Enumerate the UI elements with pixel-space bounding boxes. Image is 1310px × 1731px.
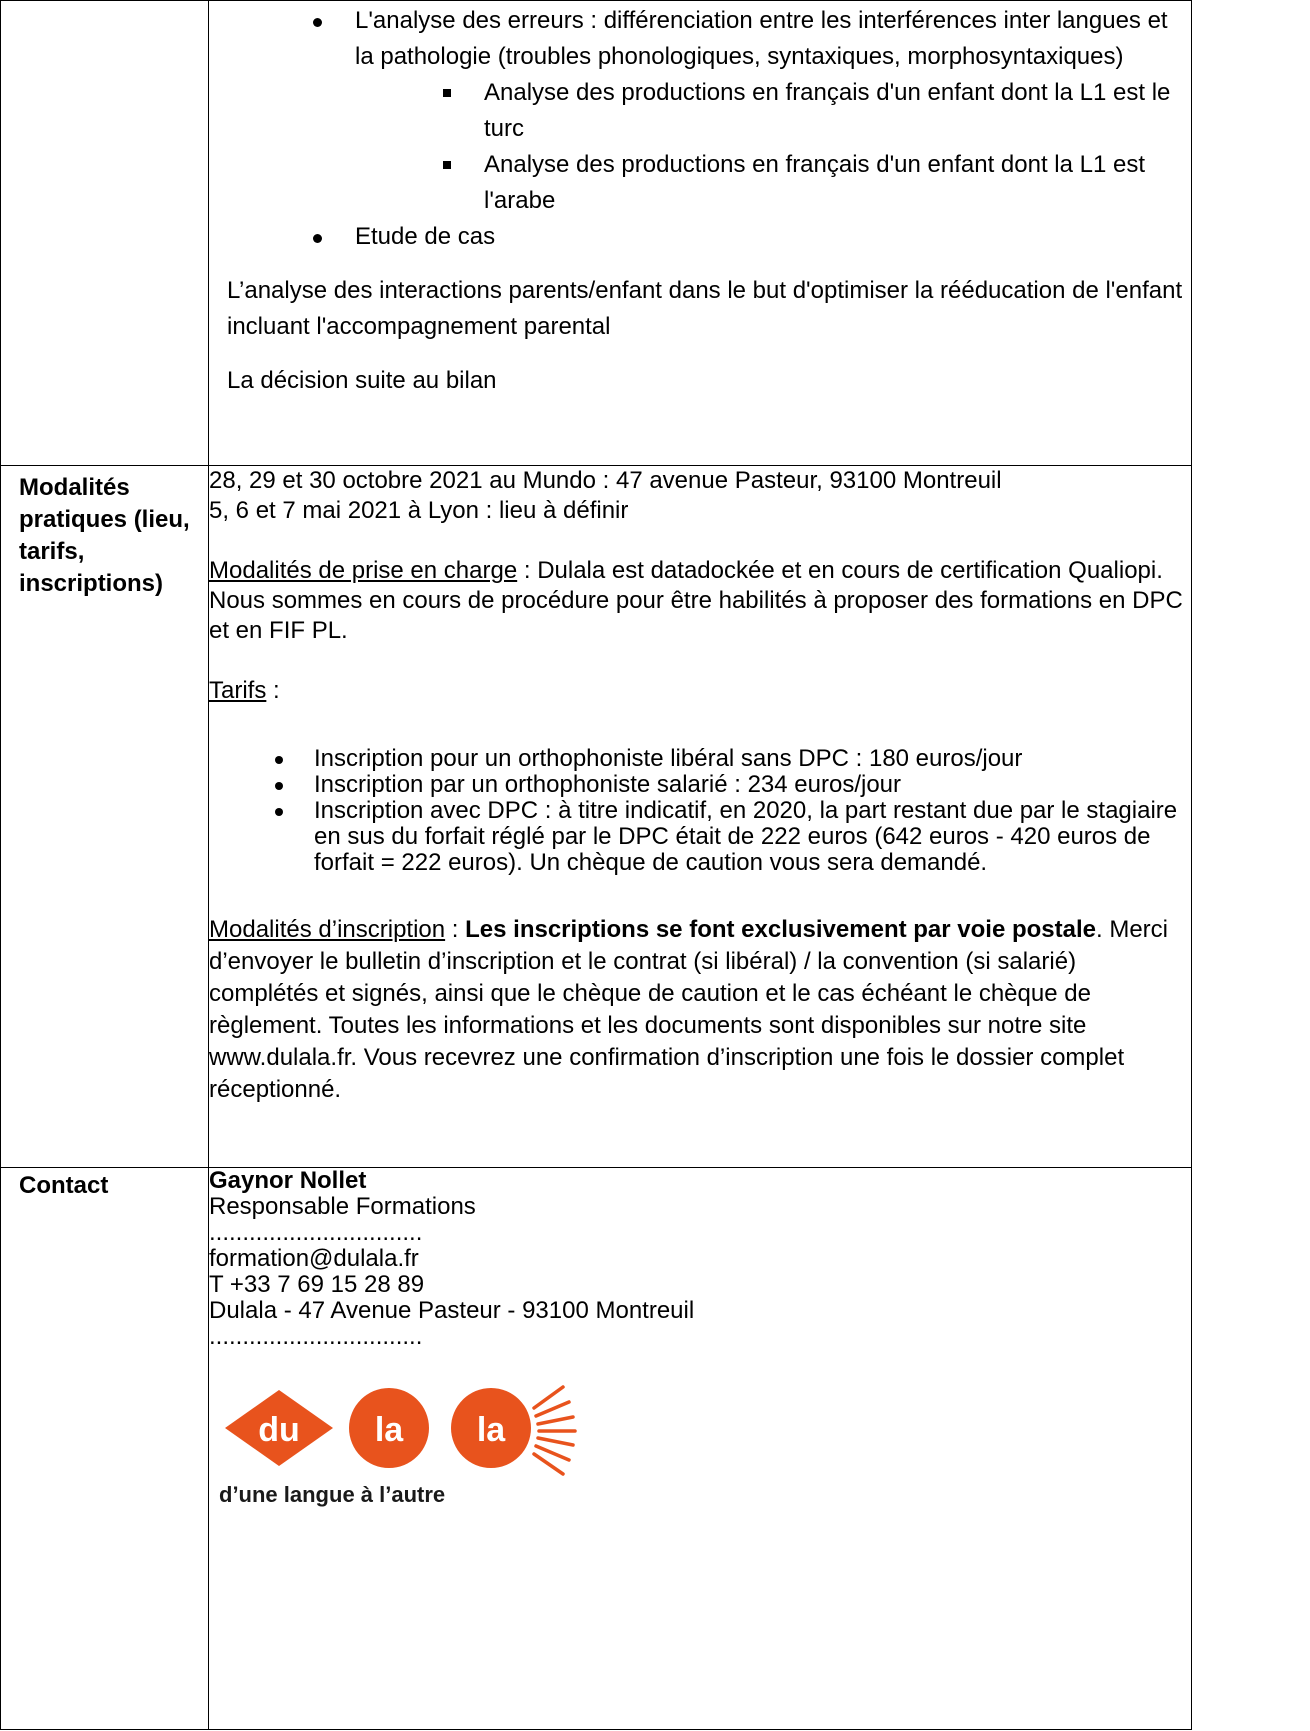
- list-item: Etude de cas: [209, 219, 1191, 255]
- list-item: Analyse des productions en français d'un enfant dont la L1 est le turc: [209, 75, 1191, 147]
- paragraph: Modalités d’inscription : Les inscriptions se font exclusivement par voie postale. Merci d’envoyer le bulletin d’inscription et le contrat (si libéral) / la convention (si salarié) complétés et signés, ainsi que le chèque de caution et le cas échéant le chèque de règlement. Toutes les informations et les documents sont disponibles sur notre site www.dulala.fr. Vous recevrez une confirmation d’inscription une fois le dossier complet réceptionné.: [209, 916, 1168, 1103]
- bullet-icon: [275, 782, 283, 790]
- bullet-icon: [275, 756, 283, 764]
- square-bullet-icon: [443, 89, 451, 97]
- paragraph: Tarifs :: [209, 677, 280, 704]
- label-cell: [1, 466, 209, 1168]
- contact-email: formation@dulala.fr: [209, 1245, 419, 1272]
- table-row: [1, 1168, 1192, 1730]
- bullet-icon: [313, 234, 322, 243]
- logo-word: du: [258, 1411, 300, 1449]
- paragraph: L’analyse des interactions parents/enfant dans le but d'optimiser la rééducation de l'enfant incluant l'accompagnement parental: [227, 277, 1183, 340]
- dulala-logo-graphic: [209, 1378, 589, 1508]
- contact-phone: T +33 7 69 15 28 89: [209, 1271, 425, 1298]
- date-line: 5, 6 et 7 mai 2021 à Lyon : lieu à définir: [209, 497, 629, 524]
- list-item: Inscription par un orthophoniste salarié : 234 euros/jour: [209, 772, 1191, 798]
- logo-tagline: d’une langue à l’autre: [219, 1482, 446, 1507]
- content-cell: [209, 1, 1192, 466]
- bullet-icon: [313, 18, 322, 27]
- contact-role: Responsable Formations: [209, 1193, 476, 1220]
- list-item: Inscription avec DPC : à titre indicatif, en 2020, la part restant due par le stagiaire en sus du forfait réglé par le DPC était de 222 euros (642 euros - 420 euros de forfait = 222 euros). Un chèque de caution vous sera demandé.: [209, 798, 1191, 876]
- contact-name: Gaynor Nollet: [209, 1167, 367, 1194]
- content-cell: [209, 1168, 1192, 1730]
- sun-rays-icon: [534, 1387, 575, 1474]
- dulala-logo: [209, 1378, 1191, 1514]
- list-item: L'analyse des erreurs : différenciation entre les interférences inter langues et la pathologie (troubles phonologiques, syntaxiques, morphosyntaxiques): [209, 3, 1191, 75]
- section-label: Tarifs: [209, 677, 267, 704]
- dotted-separator: ................................: [209, 1323, 423, 1350]
- dotted-separator: ................................: [209, 1219, 423, 1246]
- section-label: Modalités de prise en charge: [209, 557, 518, 584]
- table-row: [1, 1, 1192, 466]
- square-bullet-icon: [443, 161, 451, 169]
- list-item: Inscription pour un orthophoniste libéral sans DPC : 180 euros/jour: [209, 746, 1191, 772]
- bullet-icon: [275, 808, 283, 816]
- section-label: Modalités d’inscription: [209, 916, 446, 943]
- label-cell-empty: [1, 1, 209, 466]
- table-row: [1, 466, 1192, 1168]
- row-label: Modalités pratiques (lieu, tarifs, inscriptions): [19, 474, 190, 597]
- contact-address: Dulala - 47 Avenue Pasteur - 93100 Montreuil: [209, 1297, 695, 1324]
- paragraph: Modalités de prise en charge : Dulala est datadockée et en cours de certification Qualiopi. Nous sommes en cours de procédure pour être habilités à proposer des formations en DPC et en FIF PL.: [209, 557, 1183, 644]
- label-cell: [1, 1168, 209, 1730]
- logo-word: la: [374, 1411, 404, 1449]
- paragraph: La décision suite au bilan: [227, 367, 497, 394]
- content-cell: [209, 466, 1192, 1168]
- row-label: Contact: [19, 1172, 109, 1199]
- list-item: Analyse des productions en français d'un enfant dont la L1 est l'arabe: [209, 147, 1191, 219]
- logo-word: la: [476, 1411, 506, 1449]
- date-line: 28, 29 et 30 octobre 2021 au Mundo : 47 avenue Pasteur, 93100 Montreuil: [209, 467, 1002, 494]
